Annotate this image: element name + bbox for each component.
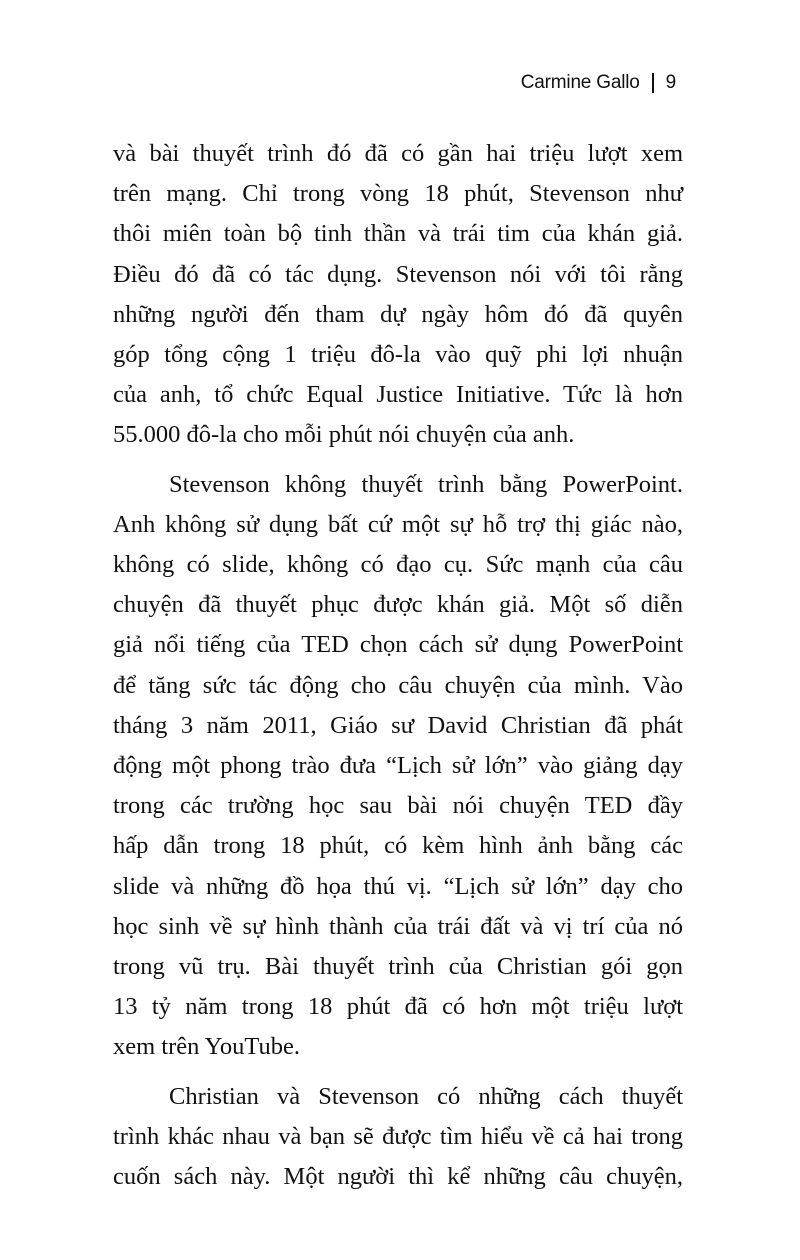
page-body — [113, 134, 683, 1206]
header-author: Carmine Gallo — [520, 72, 640, 93]
paragraph — [113, 1077, 683, 1198]
text-line: góp tổng cộng 1 triệu đô-la vào quỹ phi lợi nhuận — [113, 341, 683, 369]
text-line: động một phong trào đưa “Lịch sử lớn” vào giảng dạy — [113, 752, 683, 780]
text-line: xem trên YouTube. — [113, 1033, 300, 1061]
text-line: hấp dẫn trong 18 phút, có kèm hình ảnh bằng các — [113, 832, 683, 860]
text-line: học sinh về sự hình thành của trái đất và vị trí của nó — [113, 912, 683, 940]
text-line: Anh không sử dụng bất cứ một sự hỗ trợ thị giác nào, — [113, 510, 683, 538]
paragraph — [113, 134, 683, 456]
text-line: trong các trường học sau bài nói chuyện TED đầy — [113, 792, 683, 820]
text-line: 13 tỷ năm trong 18 phút đã có hơn một triệu lượt — [113, 993, 683, 1021]
text-line: để tăng sức tác động cho câu chuyện của mình. Vào — [113, 671, 683, 699]
text-line: trên mạng. Chỉ trong vòng 18 phút, Stevenson như — [113, 180, 683, 208]
running-header — [521, 72, 676, 94]
text-line: của anh, tổ chức Equal Justice Initiative. Tức là hơn — [113, 381, 683, 409]
page-number: 9 — [665, 72, 676, 93]
text-line: Điều đó đã có tác dụng. Stevenson nói với tôi rằng — [113, 260, 683, 288]
text-line: cuốn sách này. Một người thì kể những câu chuyện, — [113, 1163, 683, 1191]
text-line: tháng 3 năm 2011, Giáo sư David Christian đã phát — [113, 711, 683, 739]
text-line: trong vũ trụ. Bài thuyết trình của Christian gói gọn — [113, 953, 683, 981]
text-line: không có slide, không có đạo cụ. Sức mạnh của câu — [113, 551, 683, 579]
paragraph — [113, 465, 683, 1068]
header-separator — [652, 73, 654, 93]
text-line: giả nổi tiếng của TED chọn cách sử dụng PowerPoint — [113, 631, 683, 659]
text-line: chuyện đã thuyết phục được khán giả. Một số diễn — [113, 591, 683, 619]
text-line: Stevenson không thuyết trình bằng PowerPoint. — [169, 470, 683, 498]
text-line: Christian và Stevenson có những cách thuyết — [169, 1082, 683, 1110]
text-line: trình khác nhau và bạn sẽ được tìm hiểu về cả hai trong — [113, 1122, 683, 1150]
text-line: những người đến tham dự ngày hôm đó đã quyên — [113, 300, 683, 328]
text-line: 55.000 đô-la cho mỗi phút nói chuyện của anh. — [113, 421, 575, 449]
text-line: thôi miên toàn bộ tinh thần và trái tim của khán giả. — [113, 220, 683, 248]
text-line: và bài thuyết trình đó đã có gần hai triệu lượt xem — [113, 140, 683, 167]
text-line: slide và những đồ họa thú vị. “Lịch sử lớn” dạy cho — [113, 872, 683, 900]
